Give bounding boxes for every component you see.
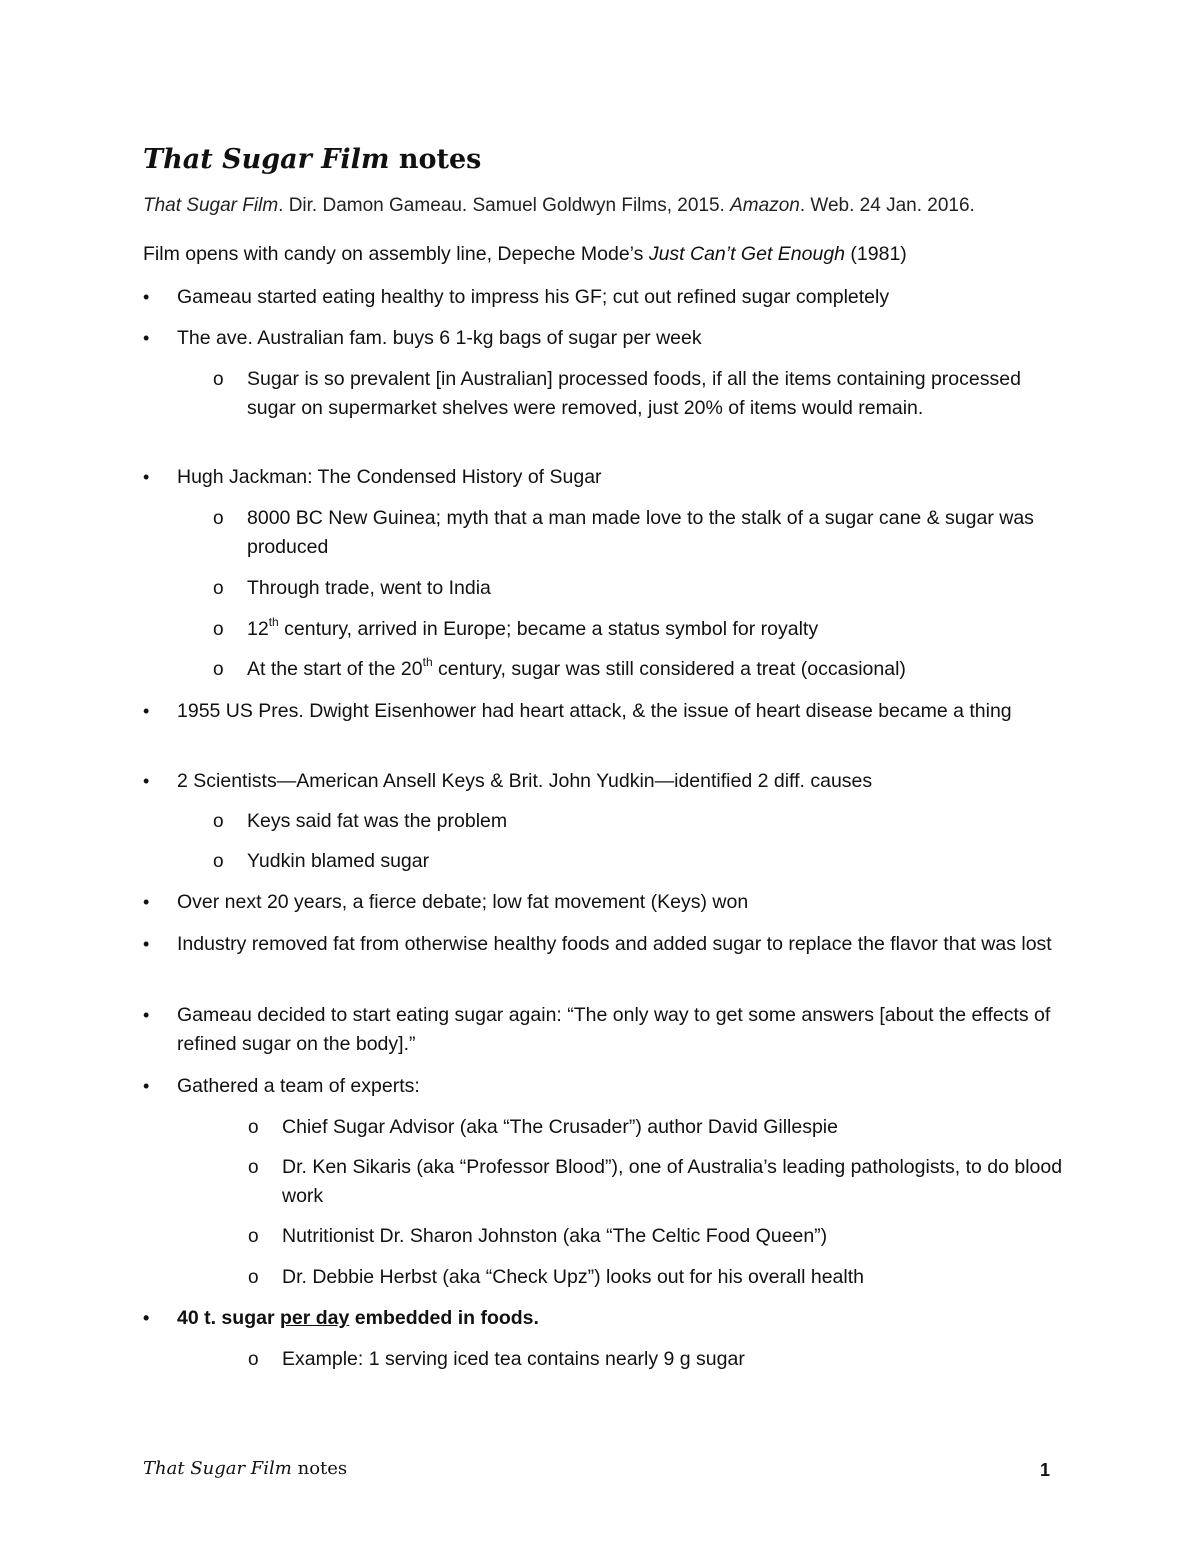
bullet-marker: •	[143, 1076, 150, 1096]
document-title	[143, 142, 481, 178]
sub-bullet-marker: o	[213, 851, 224, 872]
bullet-marker: •	[143, 1308, 150, 1328]
page-number: 1	[1040, 1460, 1051, 1480]
sub-bullet-marker: o	[248, 1267, 259, 1288]
list-item	[143, 463, 1063, 492]
list-item-text: Keys said fat was the problem	[247, 810, 508, 832]
bullet-marker: •	[143, 287, 150, 307]
item-rest: century, arrived in Europe; became a status symbol for royalty	[278, 618, 819, 640]
footer-title-suffix: notes	[291, 1458, 348, 1479]
footer-film-name: That Sugar Film	[143, 1458, 292, 1479]
citation-title: That Sugar Film	[143, 195, 279, 216]
underlined-phrase: per day	[279, 1307, 350, 1329]
bullet-marker: •	[143, 328, 150, 348]
citation	[143, 193, 975, 219]
sub-list-item	[213, 365, 1063, 423]
item-pre: At the start of the 20	[247, 658, 423, 680]
item-rest: embedded in foods.	[349, 1307, 539, 1329]
sub-list-item	[248, 1222, 1063, 1251]
bullet-marker: •	[143, 467, 150, 487]
sub-list-item	[248, 1113, 1063, 1142]
bullet-marker: •	[143, 701, 150, 721]
citation-end: . Web. 24 Jan. 2016.	[799, 195, 975, 216]
list-item	[143, 697, 1063, 726]
list-item	[143, 930, 1063, 959]
sub-bullet-marker: o	[213, 619, 224, 640]
list-item	[143, 283, 1063, 312]
intro-line	[143, 240, 907, 269]
sub-bullet-marker: o	[248, 1226, 259, 1247]
sub-list-item	[248, 1263, 1063, 1292]
sub-list-item	[213, 807, 1063, 836]
list-item-text: 2 Scientists—American Ansell Keys & Brit. John Yudkin—identified 2 diff. causes	[177, 770, 873, 792]
list-item-text: Dr. Ken Sikaris (aka “Professor Blood”), one of Australia’s leading pathologists, to do blood work	[282, 1156, 1063, 1207]
list-item-text	[247, 615, 1063, 644]
list-item-text: Industry removed fat from otherwise healthy foods and added sugar to replace the flavor that was lost	[177, 933, 1052, 955]
list-item-text: The ave. Australian fam. buys 6 1-kg bags of sugar per week	[177, 327, 702, 349]
intro-song: Just Can’t Get Enough	[648, 243, 846, 265]
sub-list-item	[213, 847, 1063, 876]
list-item-text: Hugh Jackman: The Condensed History of Sugar	[177, 466, 602, 488]
sub-list-item	[248, 1345, 1063, 1374]
list-item-text: Dr. Debbie Herbst (aka “Check Upz”) looks out for his overall health	[282, 1266, 864, 1288]
list-item-text: Nutritionist Dr. Sharon Johnston (aka “The Celtic Food Queen”)	[282, 1225, 828, 1247]
item-rest: century, sugar was still considered a treat (occasional)	[432, 658, 906, 680]
sub-list-item	[248, 1153, 1063, 1211]
list-item	[143, 324, 1063, 353]
bullet-marker: •	[143, 892, 150, 912]
list-item-text	[247, 655, 1063, 684]
list-item-text: Gameau decided to start eating sugar again: “The only way to get some answers [about the effects of refined sugar on the body].”	[177, 1004, 1051, 1055]
list-item	[143, 767, 1063, 796]
list-item-text: Through trade, went to India	[247, 577, 491, 599]
bullet-marker: •	[143, 771, 150, 791]
list-item-text: Gameau started eating healthy to impress his GF; cut out refined sugar completely	[177, 286, 890, 308]
list-item-text: Example: 1 serving iced tea contains nearly 9 g sugar	[282, 1348, 745, 1370]
sub-bullet-marker: o	[248, 1349, 259, 1370]
citation-source: Amazon	[730, 195, 800, 216]
sub-bullet-marker: o	[213, 811, 224, 832]
list-item-text: 8000 BC New Guinea; myth that a man made love to the stalk of a sugar cane & sugar was produced	[247, 507, 1034, 558]
sub-list-item	[213, 615, 1063, 644]
list-item-text: Yudkin blamed sugar	[247, 850, 430, 872]
sub-bullet-marker: o	[213, 578, 224, 599]
list-item-text: Over next 20 years, a fierce debate; low fat movement (Keys) won	[177, 891, 749, 913]
list-item	[143, 1304, 1063, 1333]
sub-list-item	[213, 574, 1063, 603]
list-item-text: Chief Sugar Advisor (aka “The Crusader”) author David Gillespie	[282, 1116, 838, 1138]
sub-bullet-marker: o	[213, 508, 224, 529]
intro-after: (1981)	[845, 243, 907, 265]
sub-list-item	[213, 655, 1063, 684]
ordinal-suffix: th	[268, 614, 279, 629]
sub-bullet-marker: o	[213, 659, 224, 680]
sub-bullet-marker: o	[248, 1157, 259, 1178]
item-pre: 40 t. sugar	[177, 1307, 280, 1329]
list-item-text	[177, 1304, 1063, 1333]
footer-title	[143, 1456, 347, 1482]
list-item-text: Sugar is so prevalent [in Australian] processed foods, if all the items containing processed sugar on supermarket shelves were removed, just 20% of items would remain.	[247, 368, 1021, 419]
list-item	[143, 888, 1063, 917]
intro-before: Film opens with candy on assembly line, Depeche Mode’s	[143, 243, 649, 265]
title-suffix: notes	[389, 144, 482, 175]
sub-list-item	[213, 504, 1063, 562]
title-film-name: That Sugar Film	[143, 144, 390, 175]
sub-bullet-marker: o	[213, 369, 224, 390]
list-item	[143, 1072, 1063, 1101]
sub-bullet-marker: o	[248, 1117, 259, 1138]
list-item	[143, 1001, 1063, 1059]
list-item-text: Gathered a team of experts:	[177, 1075, 420, 1097]
bullet-marker: •	[143, 934, 150, 954]
list-item-text: 1955 US Pres. Dwight Eisenhower had heart attack, & the issue of heart disease became a thing	[177, 700, 1012, 722]
bullet-marker: •	[143, 1005, 150, 1025]
ordinal-suffix: th	[422, 654, 433, 669]
citation-middle: . Dir. Damon Gameau. Samuel Goldwyn Films, 2015.	[278, 195, 731, 216]
ordinal-number: 12	[247, 618, 269, 640]
